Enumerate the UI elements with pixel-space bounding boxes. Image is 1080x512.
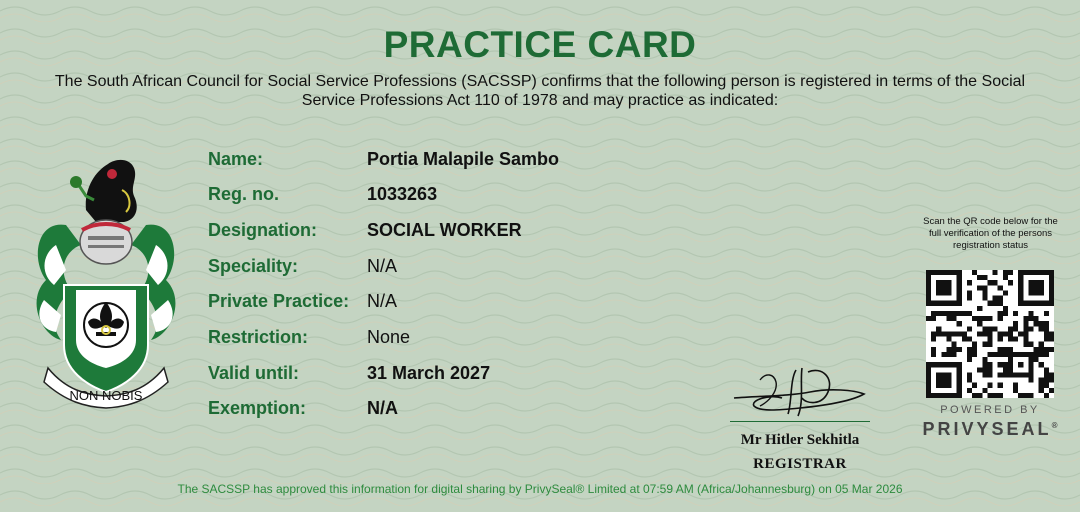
coat-of-arms-icon bbox=[26, 150, 186, 410]
powered-by-label: POWERED BY bbox=[940, 404, 1040, 416]
label-name: Name: bbox=[208, 149, 264, 169]
signature-icon bbox=[730, 362, 870, 422]
value-restriction: None bbox=[367, 327, 411, 347]
label-restriction: Restriction: bbox=[208, 327, 309, 347]
qr-code[interactable] bbox=[926, 270, 1054, 398]
brand-name: PRIVYSEAL bbox=[922, 419, 1052, 439]
label-designation: Designation: bbox=[208, 220, 318, 240]
brand-mark: ® bbox=[1051, 421, 1058, 430]
qr-instruction: Scan the QR code below for the full verification of the persons registration status bbox=[923, 216, 1058, 251]
privyseal-logo bbox=[920, 419, 1060, 440]
registrar-name: Mr Hitler Sekhitla bbox=[740, 432, 860, 448]
value-exemption: N/A bbox=[367, 398, 398, 418]
label-speciality: Speciality: bbox=[208, 256, 299, 276]
value-designation: SOCIAL WORKER bbox=[367, 220, 522, 240]
signature-line bbox=[730, 421, 870, 422]
registrar-title: REGISTRAR bbox=[753, 456, 847, 472]
value-private-practice: N/A bbox=[367, 291, 398, 311]
value-speciality: N/A bbox=[367, 256, 398, 276]
label-private-practice: Private Practice: bbox=[208, 291, 350, 311]
card-title: PRACTICE CARD bbox=[383, 24, 697, 65]
value-name: Portia Malapile Sambo bbox=[367, 149, 560, 169]
intro-text: The South African Council for Social Service Professions (SACSSP) confirms that the following person is registered in terms of the Social Service Professions Act 110 of 1978 and may practice as indicated: bbox=[54, 73, 1026, 109]
label-reg-no: Reg. no. bbox=[208, 184, 279, 204]
footer-note: The SACSSP has approved this information for digital sharing by PrivySeal® Limited at 07:59 AM (Africa/Johannesburg) on 05 Mar 2026 bbox=[177, 482, 903, 496]
crest-motto: NON NOBIS bbox=[69, 388, 143, 403]
label-exemption: Exemption: bbox=[208, 398, 307, 418]
label-valid-until: Valid until: bbox=[208, 363, 300, 383]
value-reg-no: 1033263 bbox=[367, 184, 438, 204]
value-valid-until: 31 March 2027 bbox=[367, 363, 491, 383]
